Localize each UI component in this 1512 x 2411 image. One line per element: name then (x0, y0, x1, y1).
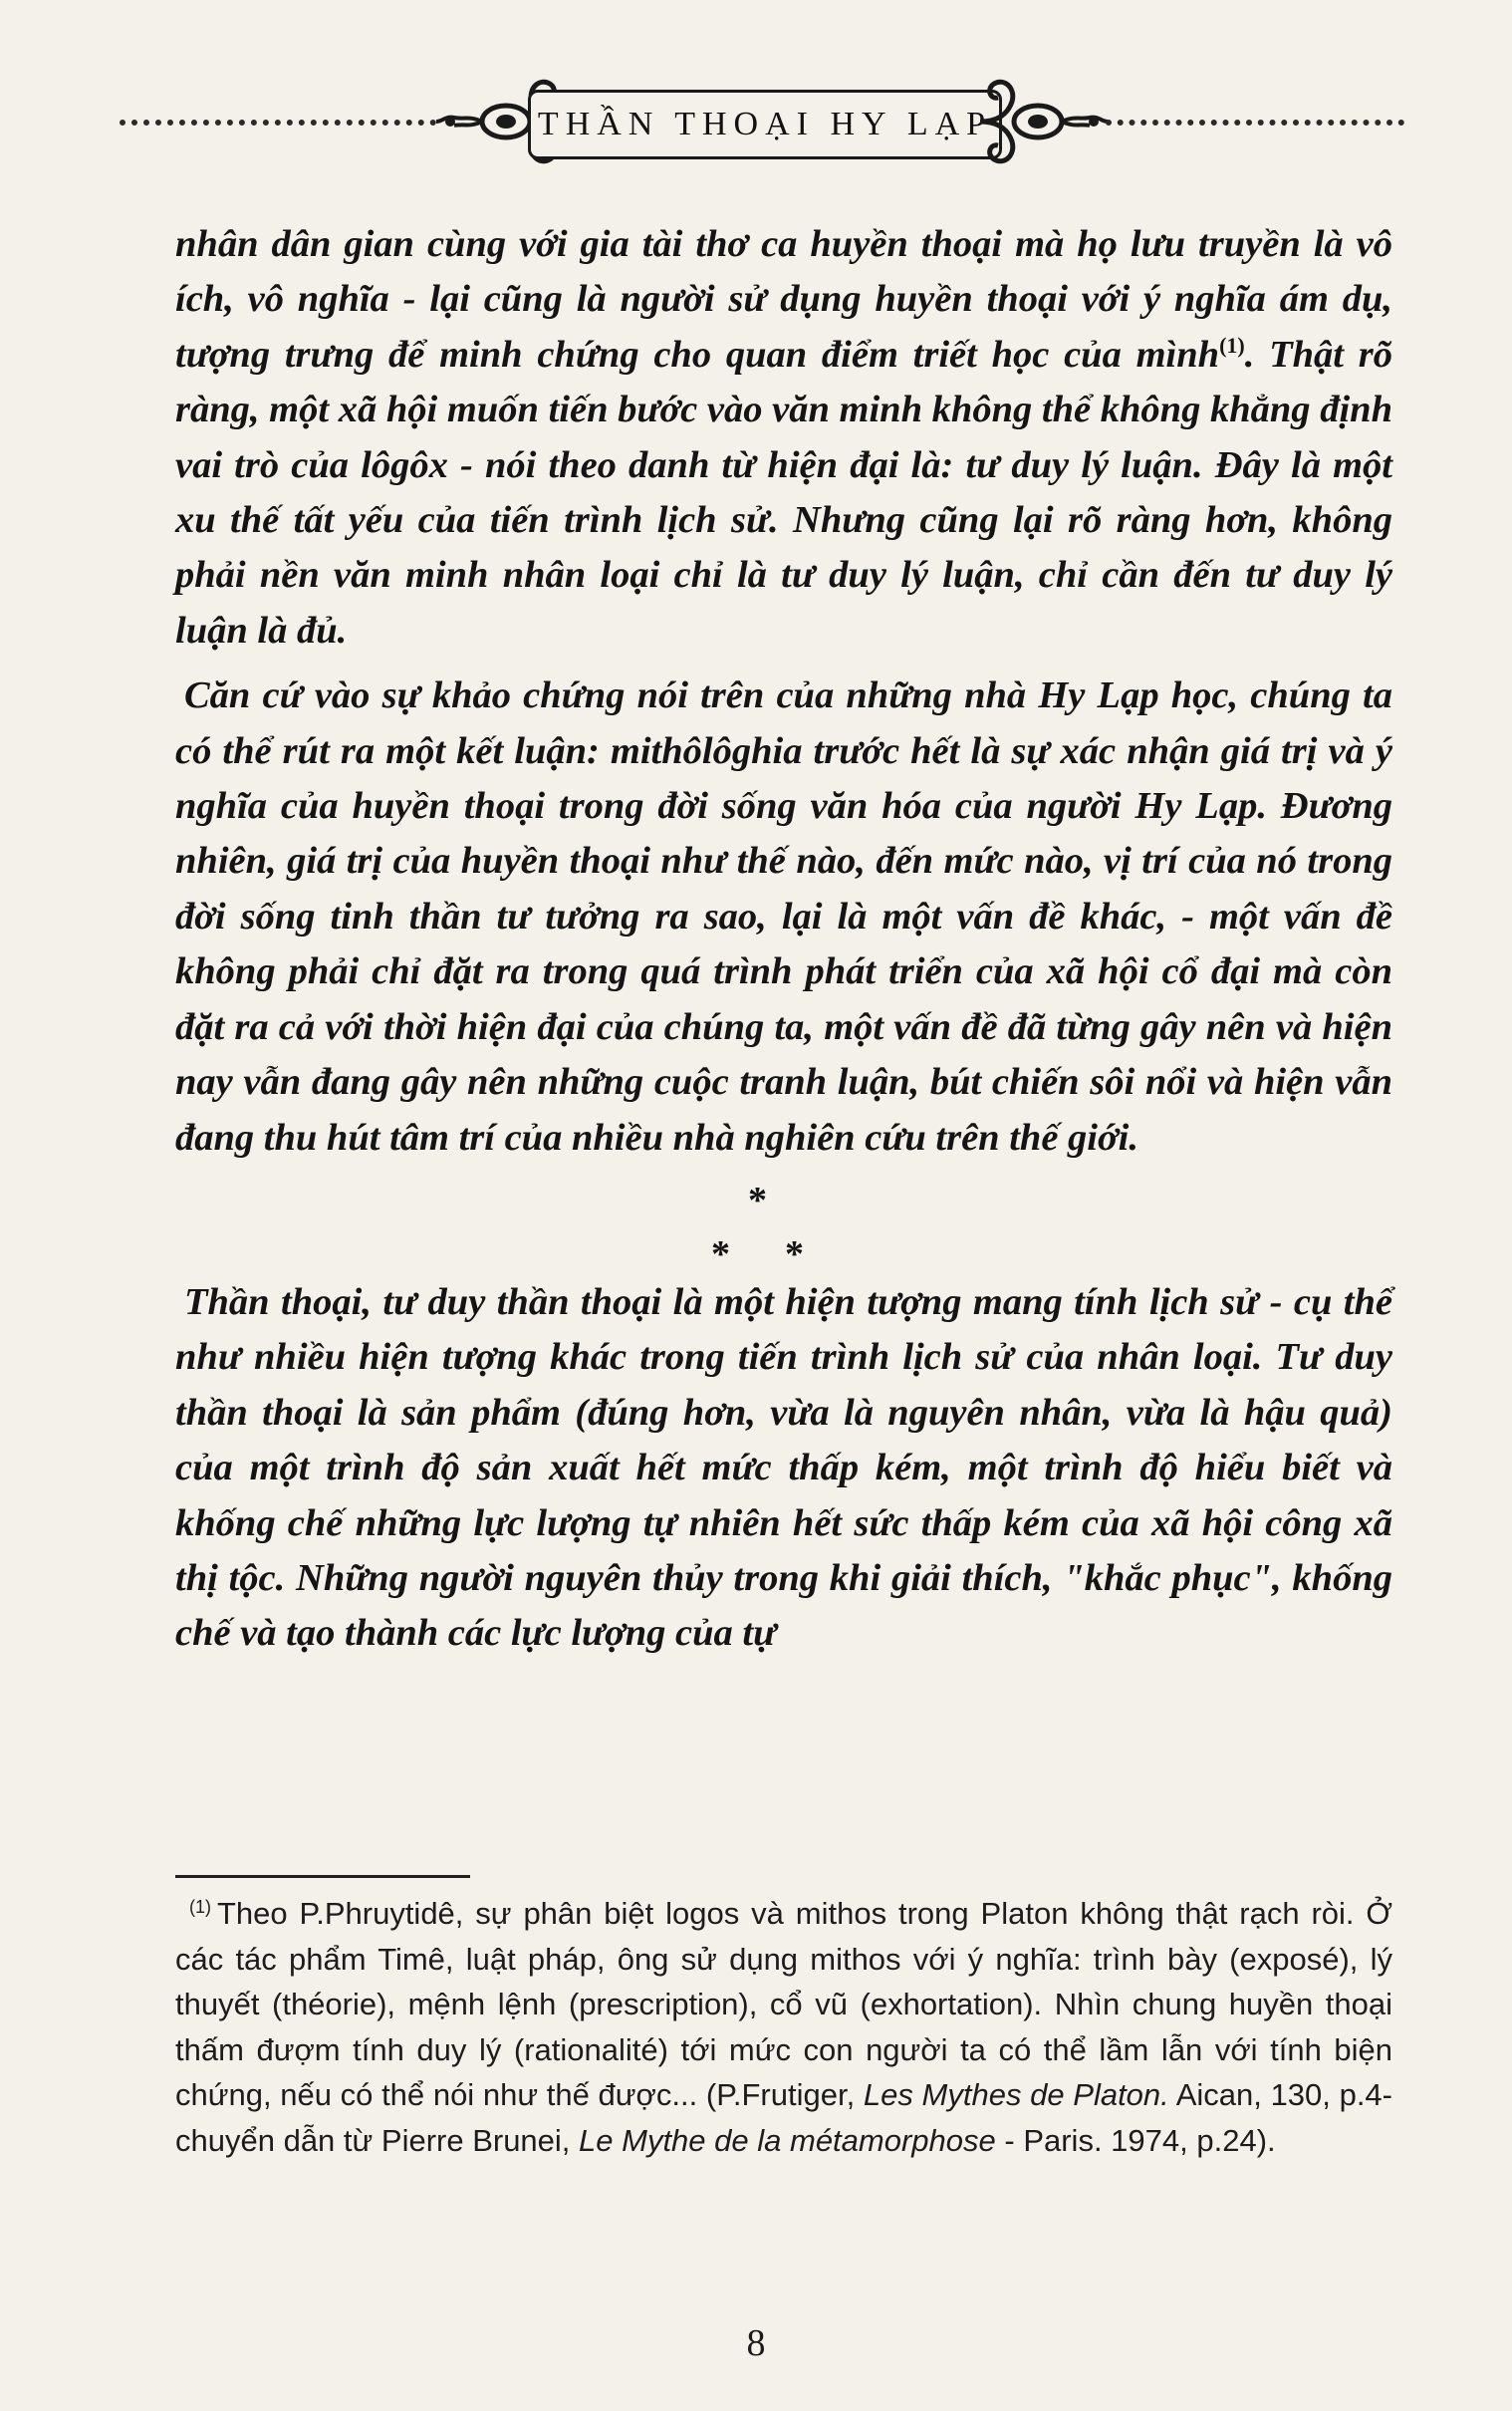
footnote (175, 1891, 1392, 2164)
footnote-text-c: - Paris. 1974, p.24). (995, 2122, 1276, 2158)
footnote-text-b: Aican, 130, p.4- chuyển dẫn từ Pierre Brunei, (175, 2077, 1392, 2158)
running-header (120, 62, 1404, 181)
paragraph-2: Căn cứ vào sự khảo chứng nói trên của những nhà Hy Lạp học, chúng ta có thể rút ra một kết luận: mithôlôghia trước hết là sự xác nhận giá trị và ý nghĩa của huyền thoại trong đời sống văn hóa của người Hy Lạp. Đương nhiên, giá trị của huyền thoại như thế nào, đến mức nào, vị trí của nó trong đời sống tinh thần tư tưởng ra sao, lại là một vấn đề khác, - một vấn đề không phải chỉ đặt ra trong quá trình phát triển của xã hội cổ đại mà còn đặt ra cả với thời hiện đại của chúng ta, một vấn đề đã từng gây nên và hiện nay vẫn đang gây nên những cuộc tranh luận, bút chiến sôi nổi và hiện vẫn đang thu hút tâm trí của nhiều nhà nghiên cứu trên thế giới. (175, 674, 1392, 1159)
footnote-mark: (1) (189, 1896, 211, 1917)
header-title-box (528, 90, 1002, 159)
footnote-text-a: Theo P.Phruytidê, sự phân biệt logos và mithos trong Platon không thật rạch ròi. Ở các tác phẩm Timê, luật pháp, ông sử dụng mithos với ý nghĩa: trình bày (exposé), lý thuyết (théorie), mệnh lệnh (prescription), cổ vũ (exhortation). Nhìn chung huyền thoại thấm đượm tính duy lý (rationalité) tới mức con người ta có thể lầm lẫn với tính biện chứng, nếu có thể nói như thế được... (P.Frutiger, (175, 1896, 1392, 2113)
header-dotted-rule-right (1106, 120, 1404, 132)
footnote-rule (175, 1875, 470, 1878)
paragraph-1 (175, 217, 1392, 659)
main-text (175, 217, 1392, 1662)
header-title: THẦN THOẠI HY LẠP (537, 106, 993, 142)
scroll-ornament-right-icon (978, 62, 1108, 181)
paragraph-3: Thần thoại, tư duy thần thoại là một hiện tượng mang tính lịch sử - cụ thể như nhiều hiện tượng khác trong tiến trình lịch sử của nhân loại. Tư duy thần thoại là sản phẩm (đúng hơn, vừa là nguyên nhân, vừa là hậu quả) của một trình độ sản xuất hết mức thấp kém, một trình độ hiểu biết và khống chế những lực lượng tự nhiên hết sức thấp kém của xã hội công xã thị tộc. Những người nguyên thủy trong khi giải thích, "khắc phục", khống chế và tạo thành các lực lượng của tự (175, 1280, 1392, 1655)
paragraph-1-part-a: nhân dân gian cùng với gia tài thơ ca huyền thoại mà họ lưu truyền là vô ích, vô nghĩa - lại cũng là người sử dụng huyền thoại với ý nghĩa ám dụ, tượng trưng để minh chứng cho quan điểm triết học của mình (175, 223, 1392, 376)
footnote-title-1: Les Mythes de Platon. (863, 2077, 1169, 2113)
header-dotted-rule-left (120, 120, 436, 132)
paragraph-1-part-b: . Thật rõ ràng, một xã hội muốn tiến bước vào văn minh không thể không khẳng định vai trò của lôgôx - nói theo danh từ hiện đại là: tư duy lý luận. Đây là một xu thế tất yếu của tiến trình lịch sử. Nhưng cũng lại rõ ràng hơn, không phải nền văn minh nhân loại chỉ là tư duy lý luận, chỉ cần đến tư duy lý luận là đủ. (175, 333, 1392, 652)
asterisk: * (748, 1179, 767, 1221)
page-number: 8 (746, 2322, 766, 2364)
section-separator (175, 1166, 1392, 1275)
footnote-reference: (1) (1219, 332, 1245, 358)
footnote-title-2: Le Mythe de la métamorphose (579, 2122, 996, 2158)
asterisk: * (711, 1232, 730, 1275)
asterisk: * (785, 1232, 804, 1275)
